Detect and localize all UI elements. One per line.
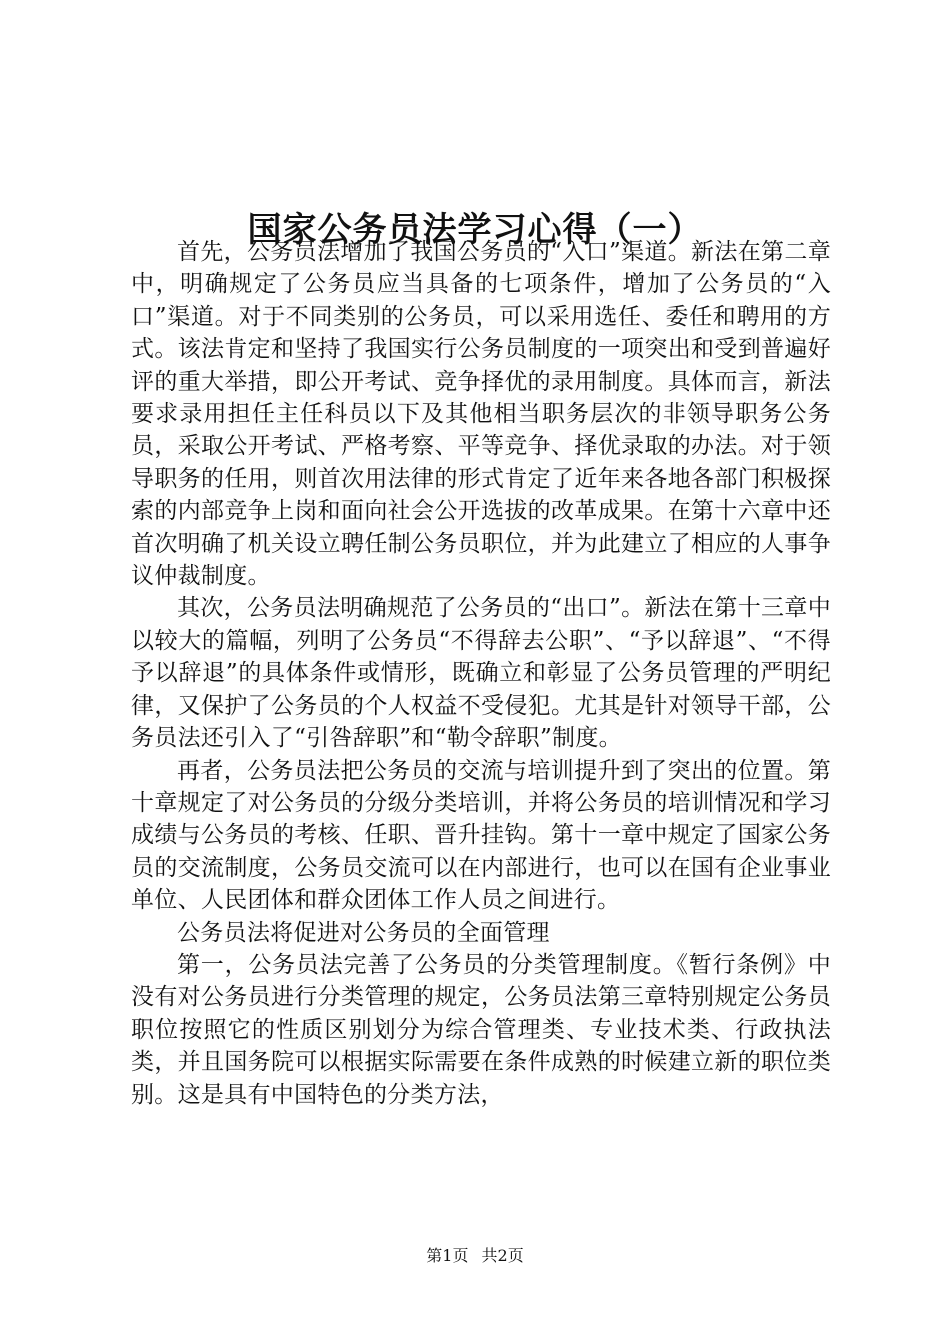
document-body xyxy=(131,236,831,1111)
page-total: 共2页 xyxy=(481,1246,524,1265)
page-footer xyxy=(0,1246,950,1266)
paragraph-classification: 第一，公务员法完善了公务员的分类管理制度。《暂行条例》中没有对公务员进行分类管理的规定，公务员法第三章特别规定公务员职位按照它的性质区别划分为综合管理类、专业技术类、行政执法类，并且国务院可以根据实际需要在条件成熟的时候建立新的职位类别。这是具有中国特色的分类方法， xyxy=(131,951,831,1108)
paragraph-exit: 其次，公务员法明确规范了公务员的“出口”。新法在第十三章中以较大的篇幅，列明了公务员“不得辞去公职”、“予以辞退”、“不得予以辞退”的具体条件或情形，既确立和彰显了公务员管理的严明纪律，又保护了公务员的个人权益不受侵犯。尤其是针对领导干部，公务员法还引入了“引咎辞职”和“勒令辞职”制度。 xyxy=(131,595,831,752)
section-heading: 公务员法将促进对公务员的全面管理 xyxy=(177,919,550,946)
paragraph-exchange-training: 再者，公务员法把公务员的交流与培训提升到了突出的位置。第十章规定了对公务员的分级分类培训，并将公务员的培训情况和学习成绩与公务员的考核、任职、晋升挂钩。第十一章中规定了国家公务员的交流制度，公务员交流可以在内部进行，也可以在国有企业事业单位、人民团体和群众团体工作人员之间进行。 xyxy=(131,757,831,914)
document-title: 国家公务员法学习心得（一） xyxy=(247,209,703,250)
paragraph-entry: 首先，公务员法增加了我国公务员的“入口”渠道。新法在第二章中，明确规定了公务员应当具备的七项条件，增加了公务员的“入口”渠道。对于不同类别的公务员，可以采用选任、委任和聘用的方式。该法肯定和坚持了我国实行公务员制度的一项突出和受到普遍好评的重大举措，即公开考试、竞争择优的录用制度。具体而言，新法要求录用担任主任科员以下及其他相当职务层次的非领导职务公务员，采取公开考试、严格考察、平等竞争、择优录取的办法。对于领导职务的任用，则首次用法律的形式肯定了近年来各地各部门积极探索的内部竞争上岗和面向社会公开选拔的改革成果。在第十六章中还首次明确了机关设立聘任制公务员职位，并为此建立了相应的人事争议仲裁制度。 xyxy=(131,239,831,590)
page-number: 第1页 xyxy=(426,1246,469,1265)
